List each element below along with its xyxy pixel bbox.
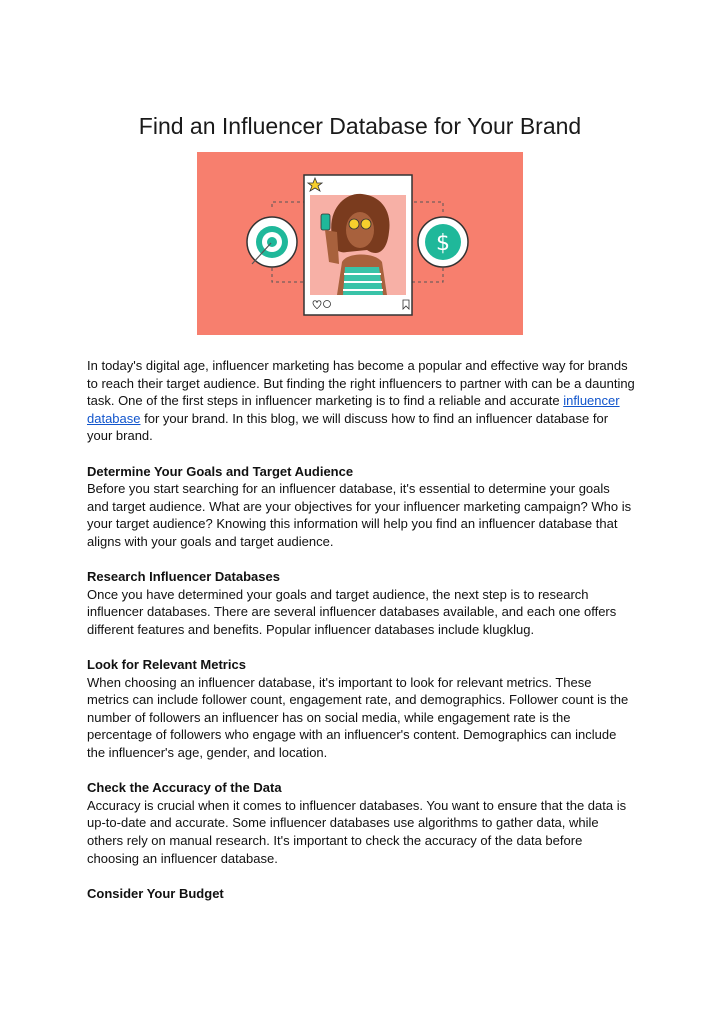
intro-text-start: In today's digital age, influencer marketing has become a popular and effective way for brands to reach their target audience. But finding the right influencers to partner with can be a daunting task. One of the first steps in influencer marketing is to find a reliable and accurate: [87, 358, 635, 409]
hero-illustration: [197, 152, 523, 335]
section-body: When choosing an influencer database, it's important to look for relevant metrics. These metrics can include follower count, engagement rate, and demographics. Follower count is the number of followers an influencer has on social media, while engagement rate is the percentage of followers who engage with an influencer's content. Demographics can include the influencer's age, gender, and location.: [87, 674, 629, 761]
influencer-database-link[interactable]: influencer database: [87, 393, 620, 426]
dollar-icon: [418, 217, 468, 267]
section-heading: Consider Your Budget: [87, 885, 224, 901]
intro-text-end: for your brand. In this blog, we will discuss how to find an influencer database for your brand.: [87, 410, 609, 444]
section-research: [87, 568, 635, 638]
intro-paragraph: [87, 357, 635, 445]
target-icon: [247, 217, 297, 267]
article-body: [87, 357, 635, 902]
section-budget: [87, 885, 635, 903]
social-post-frame: [304, 175, 412, 315]
svg-text:$: $: [436, 231, 450, 256]
section-accuracy: [87, 779, 635, 867]
section-heading: Determine Your Goals and Target Audience: [87, 463, 354, 479]
page-title: Find an Influencer Database for Your Brand: [138, 113, 582, 139]
section-heading: Look for Relevant Metrics: [87, 657, 246, 673]
section-body: Accuracy is crucial when it comes to influencer databases. You want to ensure that the data is up-to-date and accurate. Some influencer databases use algorithms to gather data, while others rely on manual research. It's important to check the accuracy of the data before choosing an influencer database.: [87, 797, 627, 866]
section-heading: Research Influencer Databases: [87, 569, 280, 585]
section-body: Before you start searching for an influencer database, it's essential to determine your goals and target audience. What are your objectives for your influencer marketing campaign? Who is your target audience? Knowing this information will help you find an influencer database that aligns with your goals and target audience.: [87, 481, 632, 549]
section-heading: Check the Accuracy of the Data: [87, 780, 282, 796]
section-body: Once you have determined your goals and target audience, the next step is to research influencer databases. There are several influencer databases available, and each one offers different features and benefits. Popular influencer databases include klugklug.: [87, 586, 617, 637]
section-goals: [87, 463, 635, 551]
section-metrics: [87, 656, 635, 762]
